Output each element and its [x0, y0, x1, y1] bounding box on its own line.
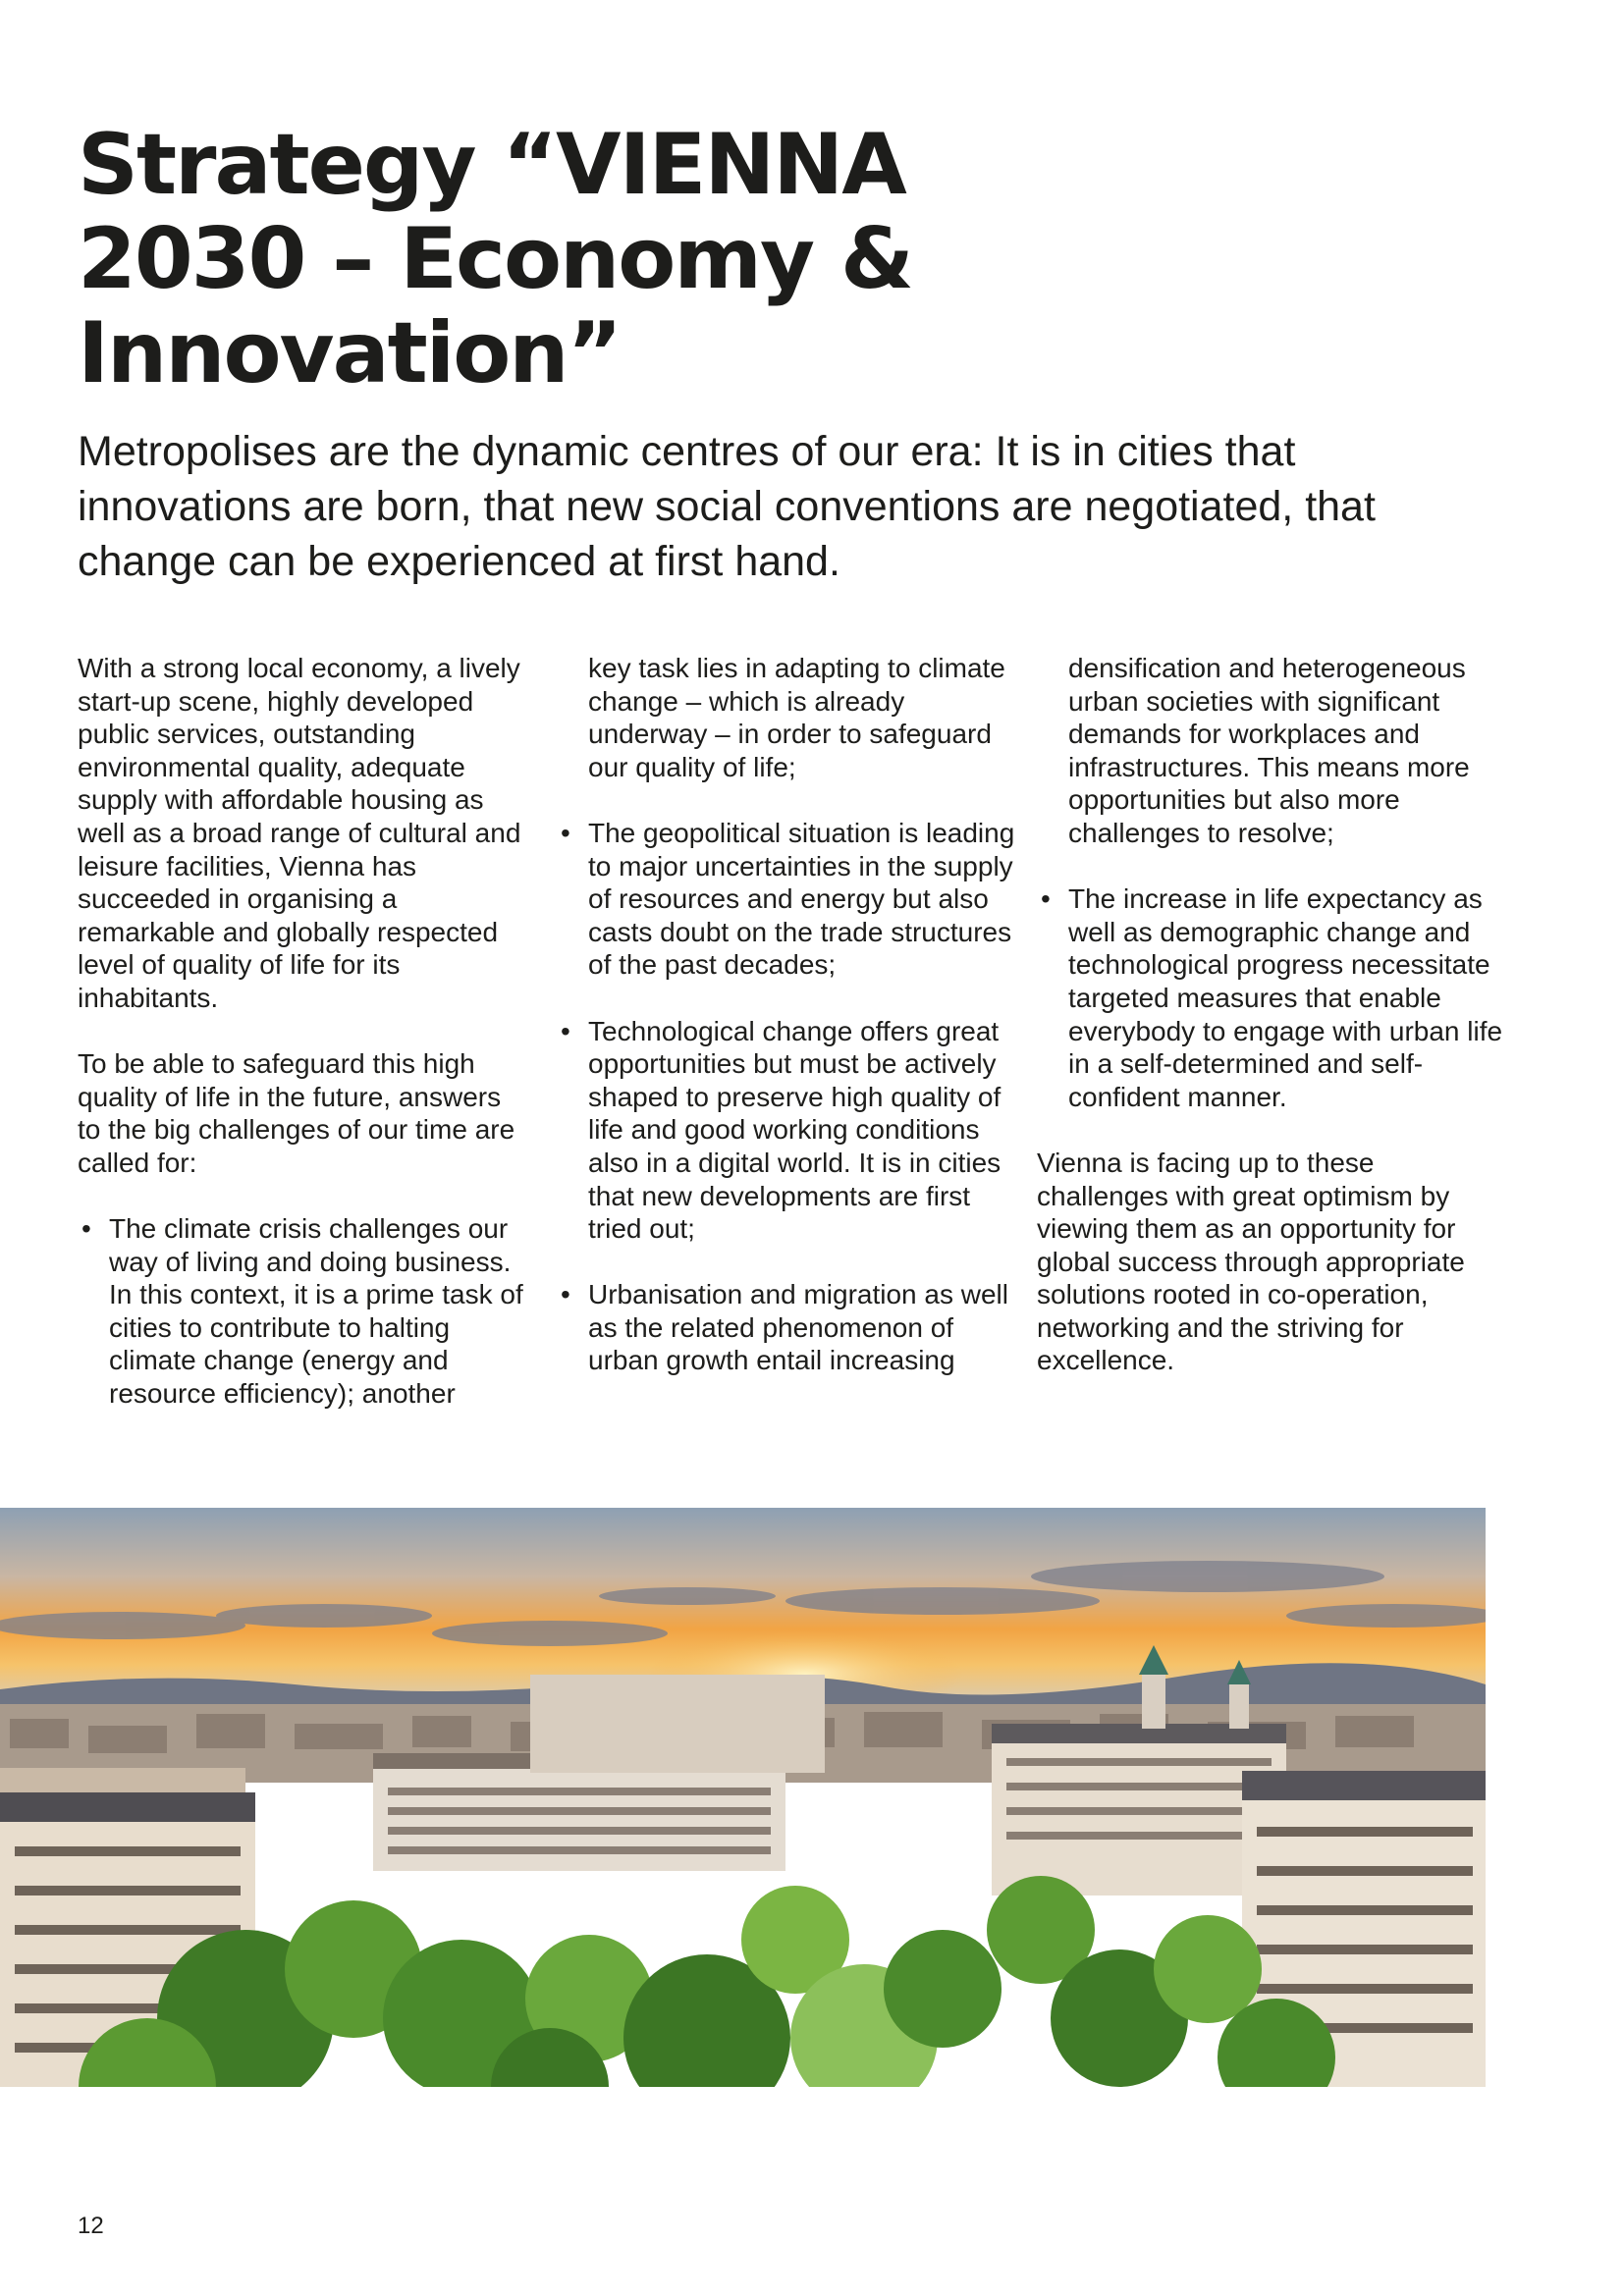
text-column-1	[78, 652, 529, 1443]
title-line-3: Innovation”	[78, 304, 622, 402]
trees	[79, 1876, 1335, 2087]
closing-paragraph: Vienna is facing up to these challenges with great optimism by viewing them as an opportunity for global success through appropriate solutions rooted in co-operation, networking and the striving for excellence.	[1037, 1147, 1465, 1376]
vienna-skyline-photo	[0, 1508, 1486, 2087]
bullet-urbanisation: • Urbanisation and migration as well as the related phenomenon of urban growth entail increasing	[557, 1278, 1018, 1377]
page-title	[78, 118, 961, 400]
challenge-list	[557, 817, 1018, 1377]
bullet-geopolitics: • The geopolitical situation is leading to major uncertainties in the supply of resources and energy but also casts doubt on the trade structures of the past decades;	[557, 817, 1018, 982]
cityscape-illustration	[0, 1508, 1486, 2087]
challenges-paragraph: To be able to safeguard this high quality of life in the future, answers to the big challenges of our time are called for:	[78, 1048, 515, 1178]
title-line-1: Strategy “VIENNA	[78, 116, 905, 214]
text-column-2	[557, 652, 1018, 1411]
bullet-climate-crisis: • The climate crisis challenges our way of living and doing business. In this context, it is a prime task of cities to contribute to halting climate change (energy and resource efficiency); another	[78, 1212, 529, 1411]
title-line-2: 2030 – Economy &	[78, 210, 912, 308]
bullet-technological-change: • Technological change offers great opportunities but must be actively shaped to preserve high quality of life and good working conditions also in a digital world. It is in cities that new developments are first tried out;	[557, 1015, 1018, 1246]
page-number: 12	[78, 2213, 104, 2239]
bullet-climate-crisis-continued: key task lies in adapting to climate change – which is already underway – in order to safeguard our quality of life;	[588, 653, 1005, 782]
challenge-list	[1037, 882, 1508, 1113]
lead-paragraph: Metropolises are the dynamic centres of our era: It is in cities that innovations are born, that new social conventions are negotiated, that change can be experienced at first hand.	[78, 428, 1376, 585]
challenge-list	[78, 1212, 529, 1411]
bullet-life-expectancy: • The increase in life expectancy as well as demographic change and technological progress necessitate targeted measures that enable everybody to engage with urban life in a self-determined and self-confident manner.	[1037, 882, 1508, 1113]
text-column-3	[1037, 652, 1508, 1377]
bullet-urbanisation-continued: densification and heterogeneous urban societies with significant demands for workplaces and infrastructures. This means more opportunities but also more challenges to resolve;	[1068, 653, 1470, 848]
intro-paragraph: With a strong local economy, a lively start-up scene, highly developed public services, outstanding environmental quality, adequate supply with affordable housing as well as a broad range of cultural and leisure facilities, Vienna has succeeded in organising a remarkable and globally respected level of quality of life for its inhabitants.	[78, 653, 521, 1013]
